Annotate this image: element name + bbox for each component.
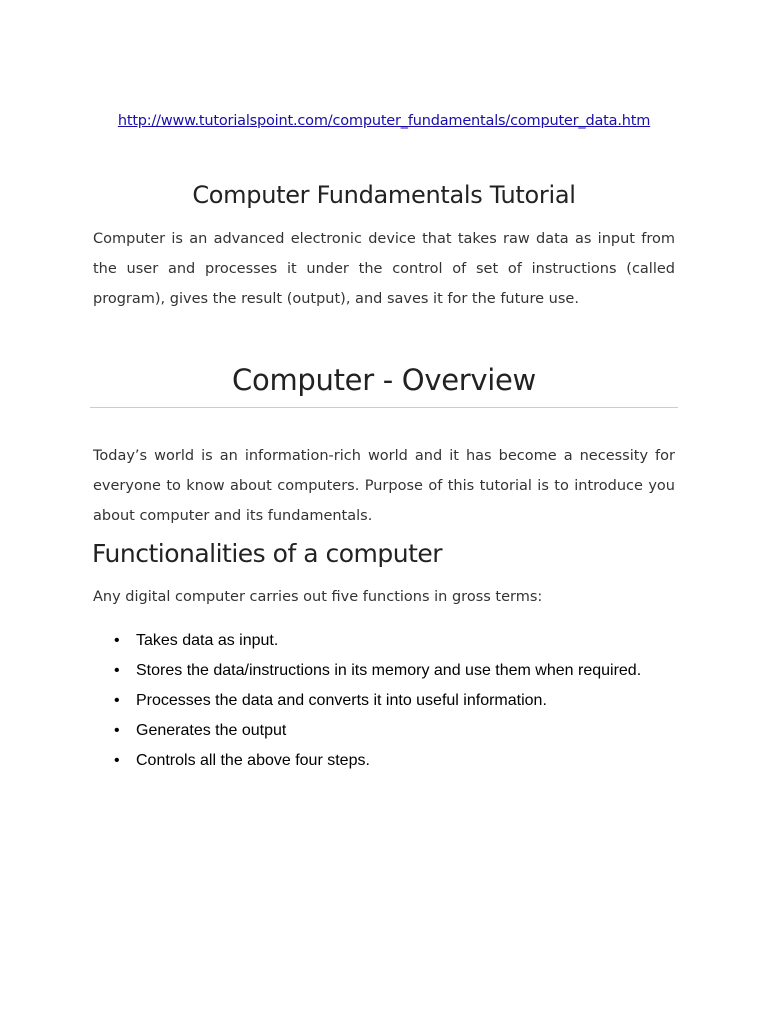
intro-paragraph: Computer is an advanced electronic device that takes raw data as input from the user and processes it under the control of set of instructions (called program), gives the result (output), and saves it for the future use.	[93, 231, 675, 307]
list-item-text: Takes data as input.	[136, 632, 279, 649]
heading-divider	[90, 407, 678, 408]
functionalities-intro: Any digital computer carries out five functions in gross terms:	[93, 589, 543, 605]
bullet-icon: •	[114, 692, 120, 709]
list-item-text: Controls all the above four steps.	[136, 752, 370, 769]
overview-heading: Computer - Overview	[232, 363, 536, 397]
bullet-icon: •	[114, 722, 120, 739]
overview-paragraph: Today’s world is an information-rich world and it has become a necessity for everyone to know about computers. Purpose of this tutorial is to introduce you about computer and its fundamentals.	[93, 448, 675, 524]
list-item	[93, 656, 675, 686]
list-item	[93, 716, 675, 746]
list-item	[93, 686, 675, 716]
list-item	[93, 746, 675, 776]
functions-list	[93, 626, 675, 776]
bullet-icon: •	[114, 662, 120, 679]
list-item	[93, 626, 675, 656]
list-item-text: Processes the data and converts it into useful information.	[136, 692, 547, 709]
tutorial-title: Computer Fundamentals Tutorial	[192, 181, 576, 209]
bullet-icon: •	[114, 632, 120, 649]
bullet-icon: •	[114, 752, 120, 769]
list-item-text: Stores the data/instructions in its memory and use them when required.	[136, 662, 642, 679]
source-url-link[interactable]: http://www.tutorialspoint.com/computer_fundamentals/computer_data.htm	[117, 113, 651, 129]
functionalities-heading: Functionalities of a computer	[92, 539, 443, 568]
list-item-text: Generates the output	[136, 722, 287, 739]
